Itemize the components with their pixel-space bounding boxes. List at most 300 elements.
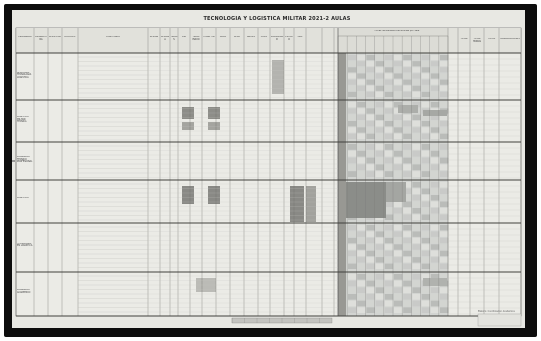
schedule-cell	[440, 55, 448, 60]
schedule-cell	[348, 115, 356, 120]
schedule-cell	[422, 287, 430, 293]
schedule-cell	[431, 301, 439, 307]
schedule-cell	[366, 225, 374, 230]
schedule-cell	[357, 244, 365, 249]
schedule-cell	[412, 55, 420, 60]
schedule-cell	[376, 127, 384, 132]
schedule-cell	[385, 301, 393, 307]
schedule-cell	[357, 92, 365, 97]
schedule-cell	[422, 301, 430, 307]
schedule-cell	[422, 171, 430, 177]
schedule-cell	[357, 225, 365, 230]
schedule-dark-block	[423, 278, 447, 286]
schedule-cell	[348, 281, 356, 287]
schedule-cell	[440, 231, 448, 236]
schedule-cell	[385, 158, 393, 164]
schedule-cell	[348, 158, 356, 164]
schedule-cell	[366, 171, 374, 177]
schedule-cell	[385, 61, 393, 66]
schedule-cell	[403, 202, 411, 208]
schedule-cell	[403, 127, 411, 132]
row-group-label: LOGISTICA	[17, 196, 29, 199]
schedule-dark-block	[423, 110, 447, 116]
schedule-cell	[431, 134, 439, 139]
schedule-cell	[422, 80, 430, 85]
schedule-cell	[431, 244, 439, 249]
schedule-cell	[394, 225, 402, 230]
schedule-cell	[422, 127, 430, 132]
schedule-cell	[440, 80, 448, 85]
schedule-cell	[357, 294, 365, 300]
schedule-cell	[440, 202, 448, 208]
schedule-cell	[357, 164, 365, 170]
schedule-cell	[376, 225, 384, 230]
schedule-cell	[394, 80, 402, 85]
schedule-cell	[440, 244, 448, 249]
schedule-cell	[440, 86, 448, 91]
schedule-cell	[376, 264, 384, 269]
schedule-cell	[366, 274, 374, 280]
schedule-cell	[412, 115, 420, 120]
schedule-cell	[412, 92, 420, 97]
schedule-cell	[366, 231, 374, 236]
schedule-cell	[348, 231, 356, 236]
schedule-cell	[431, 144, 439, 150]
schedule-cell	[394, 144, 402, 150]
schedule-cell	[440, 151, 448, 157]
schedule-cell	[422, 86, 430, 91]
schedule-cell	[440, 215, 448, 221]
schedule-cell	[412, 257, 420, 262]
schedule-cell	[376, 257, 384, 262]
schedule-cell	[376, 144, 384, 150]
schedule-cell	[422, 215, 430, 221]
schedule-cell	[348, 264, 356, 269]
schedule-cell	[385, 202, 393, 208]
schedule-cell	[431, 73, 439, 78]
schedule-cell	[366, 61, 374, 66]
column-header: DOCENTE	[64, 36, 76, 38]
schedule-cell	[385, 225, 393, 230]
schedule-cell	[385, 208, 393, 214]
schedule-cell	[403, 144, 411, 150]
schedule-cell	[366, 102, 374, 107]
schedule-cell	[348, 144, 356, 150]
schedule-cell	[385, 127, 393, 132]
schedule-cell	[357, 264, 365, 269]
schedule-cell	[422, 121, 430, 126]
schedule-cell	[412, 86, 420, 91]
schedule-cell	[440, 251, 448, 256]
schedule-cell	[403, 225, 411, 230]
row-group-label: TECNOLOGIA EN LOGISTICA	[17, 242, 33, 248]
schedule-cell	[394, 202, 402, 208]
schedule-cell	[403, 281, 411, 287]
schedule-cell	[412, 182, 420, 188]
schedule-cell	[348, 301, 356, 307]
column-header: OBS	[297, 36, 303, 38]
schedule-cell	[385, 251, 393, 256]
schedule-cell	[431, 171, 439, 177]
schedule-cell	[376, 274, 384, 280]
schedule-cell	[440, 294, 448, 300]
schedule-cell	[431, 121, 439, 126]
schedule-cell	[440, 238, 448, 243]
schedule-cell	[394, 274, 402, 280]
schedule-cell	[403, 80, 411, 85]
schedule-cell	[412, 244, 420, 249]
schedule-cell	[394, 281, 402, 287]
schedule-cell	[394, 244, 402, 249]
schedule-cell	[403, 238, 411, 243]
schedule-cell	[440, 102, 448, 107]
schedule-cell	[422, 294, 430, 300]
edge-mark	[12, 160, 15, 162]
schedule-cell	[440, 134, 448, 139]
schedule-cell	[394, 55, 402, 60]
schedule-cell	[431, 182, 439, 188]
schedule-cell	[412, 134, 420, 139]
right-column-header: TOTAL	[460, 38, 468, 40]
schedule-cell	[348, 121, 356, 126]
schedule-cell	[403, 121, 411, 126]
schedule-cell	[357, 115, 365, 120]
schedule-cell	[431, 127, 439, 132]
column-header: HORA INICIO	[192, 36, 200, 41]
schedule-cell	[422, 238, 430, 243]
schedule-cell	[422, 102, 430, 107]
schedule-cell	[394, 164, 402, 170]
schedule-cell	[422, 257, 430, 262]
schedule-cell	[366, 67, 374, 72]
schedule-cell	[422, 67, 430, 72]
schedule-cell	[394, 73, 402, 78]
schedule-cell	[403, 301, 411, 307]
schedule-cell	[422, 55, 430, 60]
highlight-cell	[208, 122, 220, 130]
schedule-cell	[394, 208, 402, 214]
schedule-cell	[357, 108, 365, 113]
column-header: SEDE	[233, 36, 241, 38]
schedule-cell	[394, 307, 402, 313]
schedule-cell	[357, 121, 365, 126]
schedule-cell	[422, 251, 430, 256]
schedule-cell	[385, 287, 393, 293]
schedule-cell	[376, 151, 384, 157]
schedule-cell	[440, 61, 448, 66]
schedule-cell	[412, 73, 420, 78]
schedule-cell	[403, 164, 411, 170]
schedule-cell	[348, 244, 356, 249]
schedule-cell	[348, 164, 356, 170]
schedule-cell	[403, 287, 411, 293]
column-header: DIA	[181, 36, 187, 38]
schedule-cell	[394, 121, 402, 126]
schedule-cell	[357, 102, 365, 107]
schedule-cell	[357, 144, 365, 150]
schedule-cell	[385, 307, 393, 313]
schedule-cell	[376, 86, 384, 91]
schedule-cell	[412, 127, 420, 132]
schedule-cell	[422, 164, 430, 170]
schedule-cell	[440, 264, 448, 269]
schedule-cell	[412, 251, 420, 256]
schedule-cell	[357, 257, 365, 262]
schedule-cell	[422, 61, 430, 66]
schedule-cell	[366, 301, 374, 307]
schedule-cell	[403, 73, 411, 78]
schedule-cell	[431, 151, 439, 157]
schedule-header: Horas Semanales Distribuidas por Sala	[374, 30, 420, 32]
schedule-cell	[366, 294, 374, 300]
schedule-dark-block	[346, 182, 386, 218]
schedule-cell	[376, 287, 384, 293]
schedule-cell	[357, 274, 365, 280]
schedule-cell	[412, 121, 420, 126]
schedule-cell	[440, 182, 448, 188]
schedule-cell	[357, 127, 365, 132]
schedule-cell	[357, 80, 365, 85]
schedule-cell	[394, 257, 402, 262]
schedule-cell	[366, 144, 374, 150]
schedule-cell	[394, 301, 402, 307]
schedule-cell	[422, 244, 430, 249]
schedule-cell	[431, 202, 439, 208]
schedule-cell	[357, 281, 365, 287]
schedule-cell	[348, 238, 356, 243]
schedule-cell	[422, 73, 430, 78]
schedule-cell	[422, 158, 430, 164]
schedule-cell	[357, 251, 365, 256]
row-group-label: APLICADAS TECNOLOGIA LOGISTICA	[17, 71, 32, 79]
highlight-cell	[182, 186, 194, 204]
schedule-cell	[422, 182, 430, 188]
schedule-cell	[394, 251, 402, 256]
schedule-cell	[431, 92, 439, 97]
schedule-cell	[348, 151, 356, 157]
schedule-cell	[366, 238, 374, 243]
schedule-cell	[366, 55, 374, 60]
schedule-cell	[440, 92, 448, 97]
schedule-cell	[348, 61, 356, 66]
schedule-cell	[376, 102, 384, 107]
schedule-cell	[394, 127, 402, 132]
schedule-cell	[376, 301, 384, 307]
schedule-cell	[385, 164, 393, 170]
schedule-cell	[431, 195, 439, 201]
schedule-cell	[403, 151, 411, 157]
schedule-cell	[440, 164, 448, 170]
schedule-cell	[348, 73, 356, 78]
schedule-cell	[431, 264, 439, 269]
schedule-cell	[385, 244, 393, 249]
row-group-label: PROGRAMA TECNICO PROFESIONAL	[17, 156, 33, 164]
column-header: ESTADO	[285, 36, 293, 41]
schedule-cell	[412, 61, 420, 66]
schedule-cell	[422, 202, 430, 208]
schedule-cell	[431, 55, 439, 60]
schedule-cell	[376, 80, 384, 85]
schedule-cell	[385, 257, 393, 262]
schedule-cell	[376, 171, 384, 177]
schedule-cell	[394, 215, 402, 221]
column-header: PROGRAMA	[18, 36, 32, 38]
schedule-cell	[366, 158, 374, 164]
highlight-cell	[208, 186, 220, 204]
schedule-cell	[385, 92, 393, 97]
right-column-header: TOTAL	[487, 38, 496, 40]
schedule-cell	[440, 67, 448, 72]
schedule-cell	[357, 231, 365, 236]
schedule-cell	[348, 80, 356, 85]
schedule-cell	[376, 73, 384, 78]
schedule-cell	[403, 294, 411, 300]
schedule-cell	[403, 61, 411, 66]
schedule-cell	[357, 301, 365, 307]
schedule-cell	[431, 189, 439, 195]
schedule-cell	[348, 251, 356, 256]
column-header: GRUPO	[246, 36, 256, 38]
schedule-cell	[366, 287, 374, 293]
schedule-cell	[403, 251, 411, 256]
schedule-cell	[385, 121, 393, 126]
schedule-cell	[385, 294, 393, 300]
schedule-cell	[376, 307, 384, 313]
schedule-cell	[357, 158, 365, 164]
schedule-cell	[431, 287, 439, 293]
schedule-cell	[394, 115, 402, 120]
schedule-dark-block	[386, 182, 406, 202]
schedule-cell	[422, 195, 430, 201]
schedule-cell	[412, 171, 420, 177]
column-header: AULA	[219, 36, 227, 38]
schedule-cell	[366, 86, 374, 91]
schedule-cell	[385, 274, 393, 280]
schedule-cell	[412, 274, 420, 280]
schedule-cell	[431, 307, 439, 313]
schedule-cell	[412, 301, 420, 307]
schedule-cell	[403, 208, 411, 214]
schedule-cell	[385, 144, 393, 150]
right-column-header: TOTAL HORAS	[472, 38, 482, 43]
schedule-cell	[366, 134, 374, 139]
schedule-cell	[357, 134, 365, 139]
schedule-cell	[394, 171, 402, 177]
schedule-cell	[357, 73, 365, 78]
schedule-cell	[366, 108, 374, 113]
schedule-cell	[366, 151, 374, 157]
schedule-cell	[376, 121, 384, 126]
schedule-cell	[366, 281, 374, 287]
schedule-cell	[422, 134, 430, 139]
schedule-cell	[348, 274, 356, 280]
schedule-cell	[422, 231, 430, 236]
schedule-cell	[348, 102, 356, 107]
schedule-cell	[403, 86, 411, 91]
signature-box	[478, 314, 521, 326]
schedule-cell	[357, 307, 365, 313]
schedule-cell	[403, 264, 411, 269]
schedule-cell	[348, 67, 356, 72]
schedule-cell	[385, 102, 393, 107]
schedule-cell	[403, 274, 411, 280]
schedule-cell	[431, 231, 439, 236]
schedule-cell	[385, 73, 393, 78]
schedule-cell	[403, 134, 411, 139]
schedule-cell	[376, 134, 384, 139]
schedule-cell	[403, 257, 411, 262]
column-header: SESION	[149, 36, 159, 38]
schedule-cell	[403, 215, 411, 221]
schedule-cell	[385, 55, 393, 60]
schedule-cell	[412, 195, 420, 201]
schedule-cell	[412, 225, 420, 230]
schedule-cell	[422, 151, 430, 157]
schedule-cell	[394, 158, 402, 164]
footer-note: Elaboro: Coordinacion Academica	[478, 310, 515, 313]
column-header: HORA FIN	[203, 36, 215, 38]
schedule-cell	[412, 189, 420, 195]
schedule-cell	[440, 257, 448, 262]
schedule-cell	[403, 171, 411, 177]
schedule-cell	[385, 215, 393, 221]
schedule-cell	[348, 92, 356, 97]
schedule-cell	[366, 121, 374, 126]
schedule-cell	[394, 294, 402, 300]
schedule-cell	[394, 92, 402, 97]
schedule-cell	[385, 171, 393, 177]
schedule-cell	[357, 61, 365, 66]
schedule-cell	[366, 244, 374, 249]
schedule-cell	[366, 251, 374, 256]
schedule-cell	[403, 92, 411, 97]
schedule-cell	[385, 86, 393, 91]
column-header: SEMANA	[160, 36, 170, 41]
schedule-cell	[385, 151, 393, 157]
schedule-cell	[431, 225, 439, 230]
schedule-cell	[412, 264, 420, 269]
schedule-cell	[412, 164, 420, 170]
schedule-cell	[412, 287, 420, 293]
schedule-cell	[431, 257, 439, 262]
table-grid	[12, 10, 525, 328]
schedule-cell	[422, 144, 430, 150]
schedule-cell	[431, 208, 439, 214]
schedule-cell	[412, 307, 420, 313]
schedule-cell	[412, 202, 420, 208]
schedule-cell	[348, 108, 356, 113]
schedule-cell	[366, 307, 374, 313]
column-header: ASIGNATURA	[35, 36, 47, 41]
schedule-cell	[412, 80, 420, 85]
schedule-cell	[403, 115, 411, 120]
schedule-cell	[422, 189, 430, 195]
schedule-cell	[412, 151, 420, 157]
schedule-cell	[431, 164, 439, 170]
schedule-cell	[440, 225, 448, 230]
schedule-cell	[357, 67, 365, 72]
schedule-cell	[394, 134, 402, 139]
schedule-cell	[431, 158, 439, 164]
row-group-label: LOGISTICA MILITAR TECNICA	[17, 116, 29, 124]
schedule-cell	[366, 127, 374, 132]
schedule-cell	[412, 281, 420, 287]
column-header: MODALIDAD	[270, 36, 284, 41]
schedule-cell	[357, 86, 365, 91]
schedule-cell	[357, 151, 365, 157]
schedule-cell	[376, 115, 384, 120]
schedule-side-band	[338, 53, 346, 316]
